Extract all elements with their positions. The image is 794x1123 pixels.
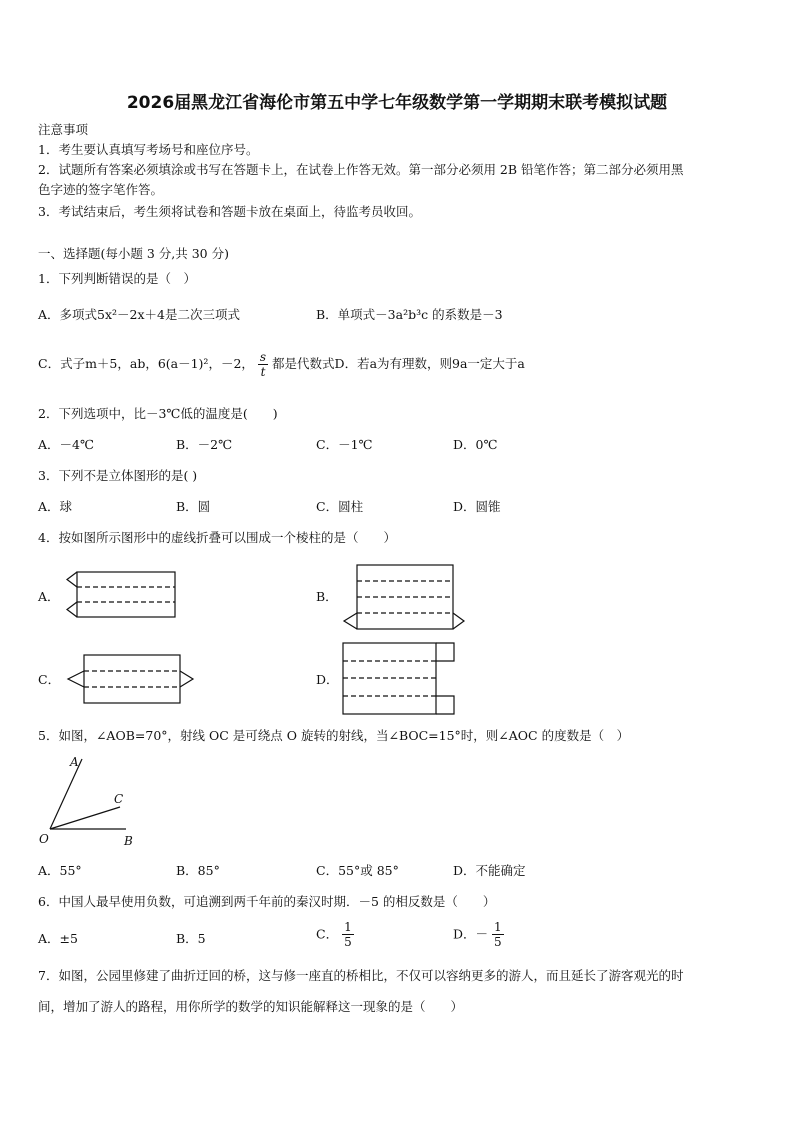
- q3-option-c: C．圆柱: [316, 499, 364, 514]
- q3-option-a: A．球: [38, 499, 73, 514]
- q4-option-b-label: B．: [316, 589, 338, 604]
- q3-option-d: D．圆锥: [453, 499, 501, 514]
- point-o-label: O: [39, 832, 49, 846]
- q5-option-c: C．55°或 85°: [316, 863, 399, 878]
- fraction-denominator: 5: [344, 935, 352, 949]
- q5-option-d: D．不能确定: [453, 863, 526, 878]
- q2-option-b: B．－2℃: [176, 437, 233, 452]
- notice-heading: 注意事项: [38, 122, 89, 137]
- fraction-numerator: 1: [344, 920, 352, 934]
- q4-figure-c: [62, 652, 202, 708]
- q4-option-a-label: A．: [38, 589, 60, 604]
- q6-option-a: A．±5: [38, 931, 78, 946]
- notice-item: 2．试题所有答案必须填涂或书写在答题卡上，在试卷上作答无效。第一部分必须用 2B 铅笔作答；第二部分必须用黑: [38, 162, 684, 177]
- question-5-stem: 5．如图，∠AOB=70°，射线 OC 是可绕点 O 旋转的射线，当∠BOC=15°时，则∠AOC 的度数是（ ）: [38, 728, 630, 743]
- q6-option-c: [316, 920, 354, 949]
- q2-option-d: D．0℃: [453, 437, 498, 452]
- q4-option-c-label: C．: [38, 672, 61, 687]
- question-7-line-2: 间，增加了游人的路程，用你所学的数学的知识能解释这一现象的是（ ）: [38, 999, 464, 1014]
- q1-option-c-suffix: 都是代数式D．若a为有理数，则9a一定大于a: [272, 356, 525, 371]
- fraction-denominator: 5: [494, 935, 502, 949]
- point-b-label: B: [124, 834, 133, 848]
- q6-option-c-fraction: [342, 920, 354, 949]
- q5-option-a: A．55°: [38, 863, 82, 878]
- q6-option-d-label: D．－: [453, 926, 489, 942]
- q5-option-b: B．85°: [176, 863, 220, 878]
- q6-option-c-label: C．: [316, 926, 339, 942]
- q4-option-d-label: D．: [316, 672, 339, 687]
- q6-option-d-fraction: [492, 920, 504, 949]
- question-1-stem: 1．下列判断错误的是（ ）: [38, 271, 196, 286]
- q4-figure-d: [340, 640, 470, 720]
- q4-figure-b: [340, 562, 470, 632]
- question-7-line-1: 7．如图，公园里修建了曲折迂回的桥，这与修一座直的桥相比，不仅可以容纳更多的游人，而且延长了游客观光的时: [38, 968, 684, 983]
- notice-item: 3．考试结束后，考生须将试卷和答题卡放在桌面上，待监考员收回。: [38, 204, 421, 219]
- q2-option-c: C．－1℃: [316, 437, 373, 452]
- q4-figure-a: [60, 566, 180, 626]
- question-3-stem: 3．下列不是立体图形的是( ): [38, 468, 198, 483]
- section-heading: 一、选择题(每小题 3 分,共 30 分): [38, 246, 229, 261]
- notice-item: 色字迹的签字笔作答。: [38, 182, 164, 197]
- page-title: 2026届黑龙江省海伦市第五中学七年级数学第一学期期末联考模拟试题: [126, 93, 668, 113]
- q6-option-b: B．5: [176, 931, 206, 946]
- q5-angle-figure: [36, 752, 146, 852]
- question-4-stem: 4．按如图所示图形中的虚线折叠可以围成一个棱柱的是（ ）: [38, 530, 396, 545]
- notice-item: 1．考生要认真填写考场号和座位序号。: [38, 142, 259, 157]
- question-2-stem: 2．下列选项中，比－3℃低的温度是( ): [38, 406, 278, 421]
- fraction-numerator: 1: [494, 920, 502, 934]
- question-6-stem: 6．中国人最早使用负数，可追溯到两千年前的秦汉时期．－5 的相反数是（ ）: [38, 894, 496, 909]
- fraction-denominator: t: [260, 365, 266, 379]
- q2-option-a: A．－4℃: [38, 437, 94, 452]
- q1-option-b: B．单项式－3a²b³c 的系数是－3: [316, 307, 503, 322]
- point-a-label: A: [70, 755, 79, 769]
- fraction-numerator: s: [259, 350, 267, 364]
- q1-fraction: [258, 350, 268, 379]
- q1-option-c: [38, 350, 525, 379]
- q6-option-d: [453, 920, 504, 949]
- q3-option-b: B．圆: [176, 499, 211, 514]
- q1-option-c-prefix: C．式子m＋5，ab，6(a－1)²，－2，: [38, 356, 254, 371]
- point-c-label: C: [114, 792, 124, 806]
- q1-option-a: A．多项式5x²－2x＋4是二次三项式: [38, 307, 240, 322]
